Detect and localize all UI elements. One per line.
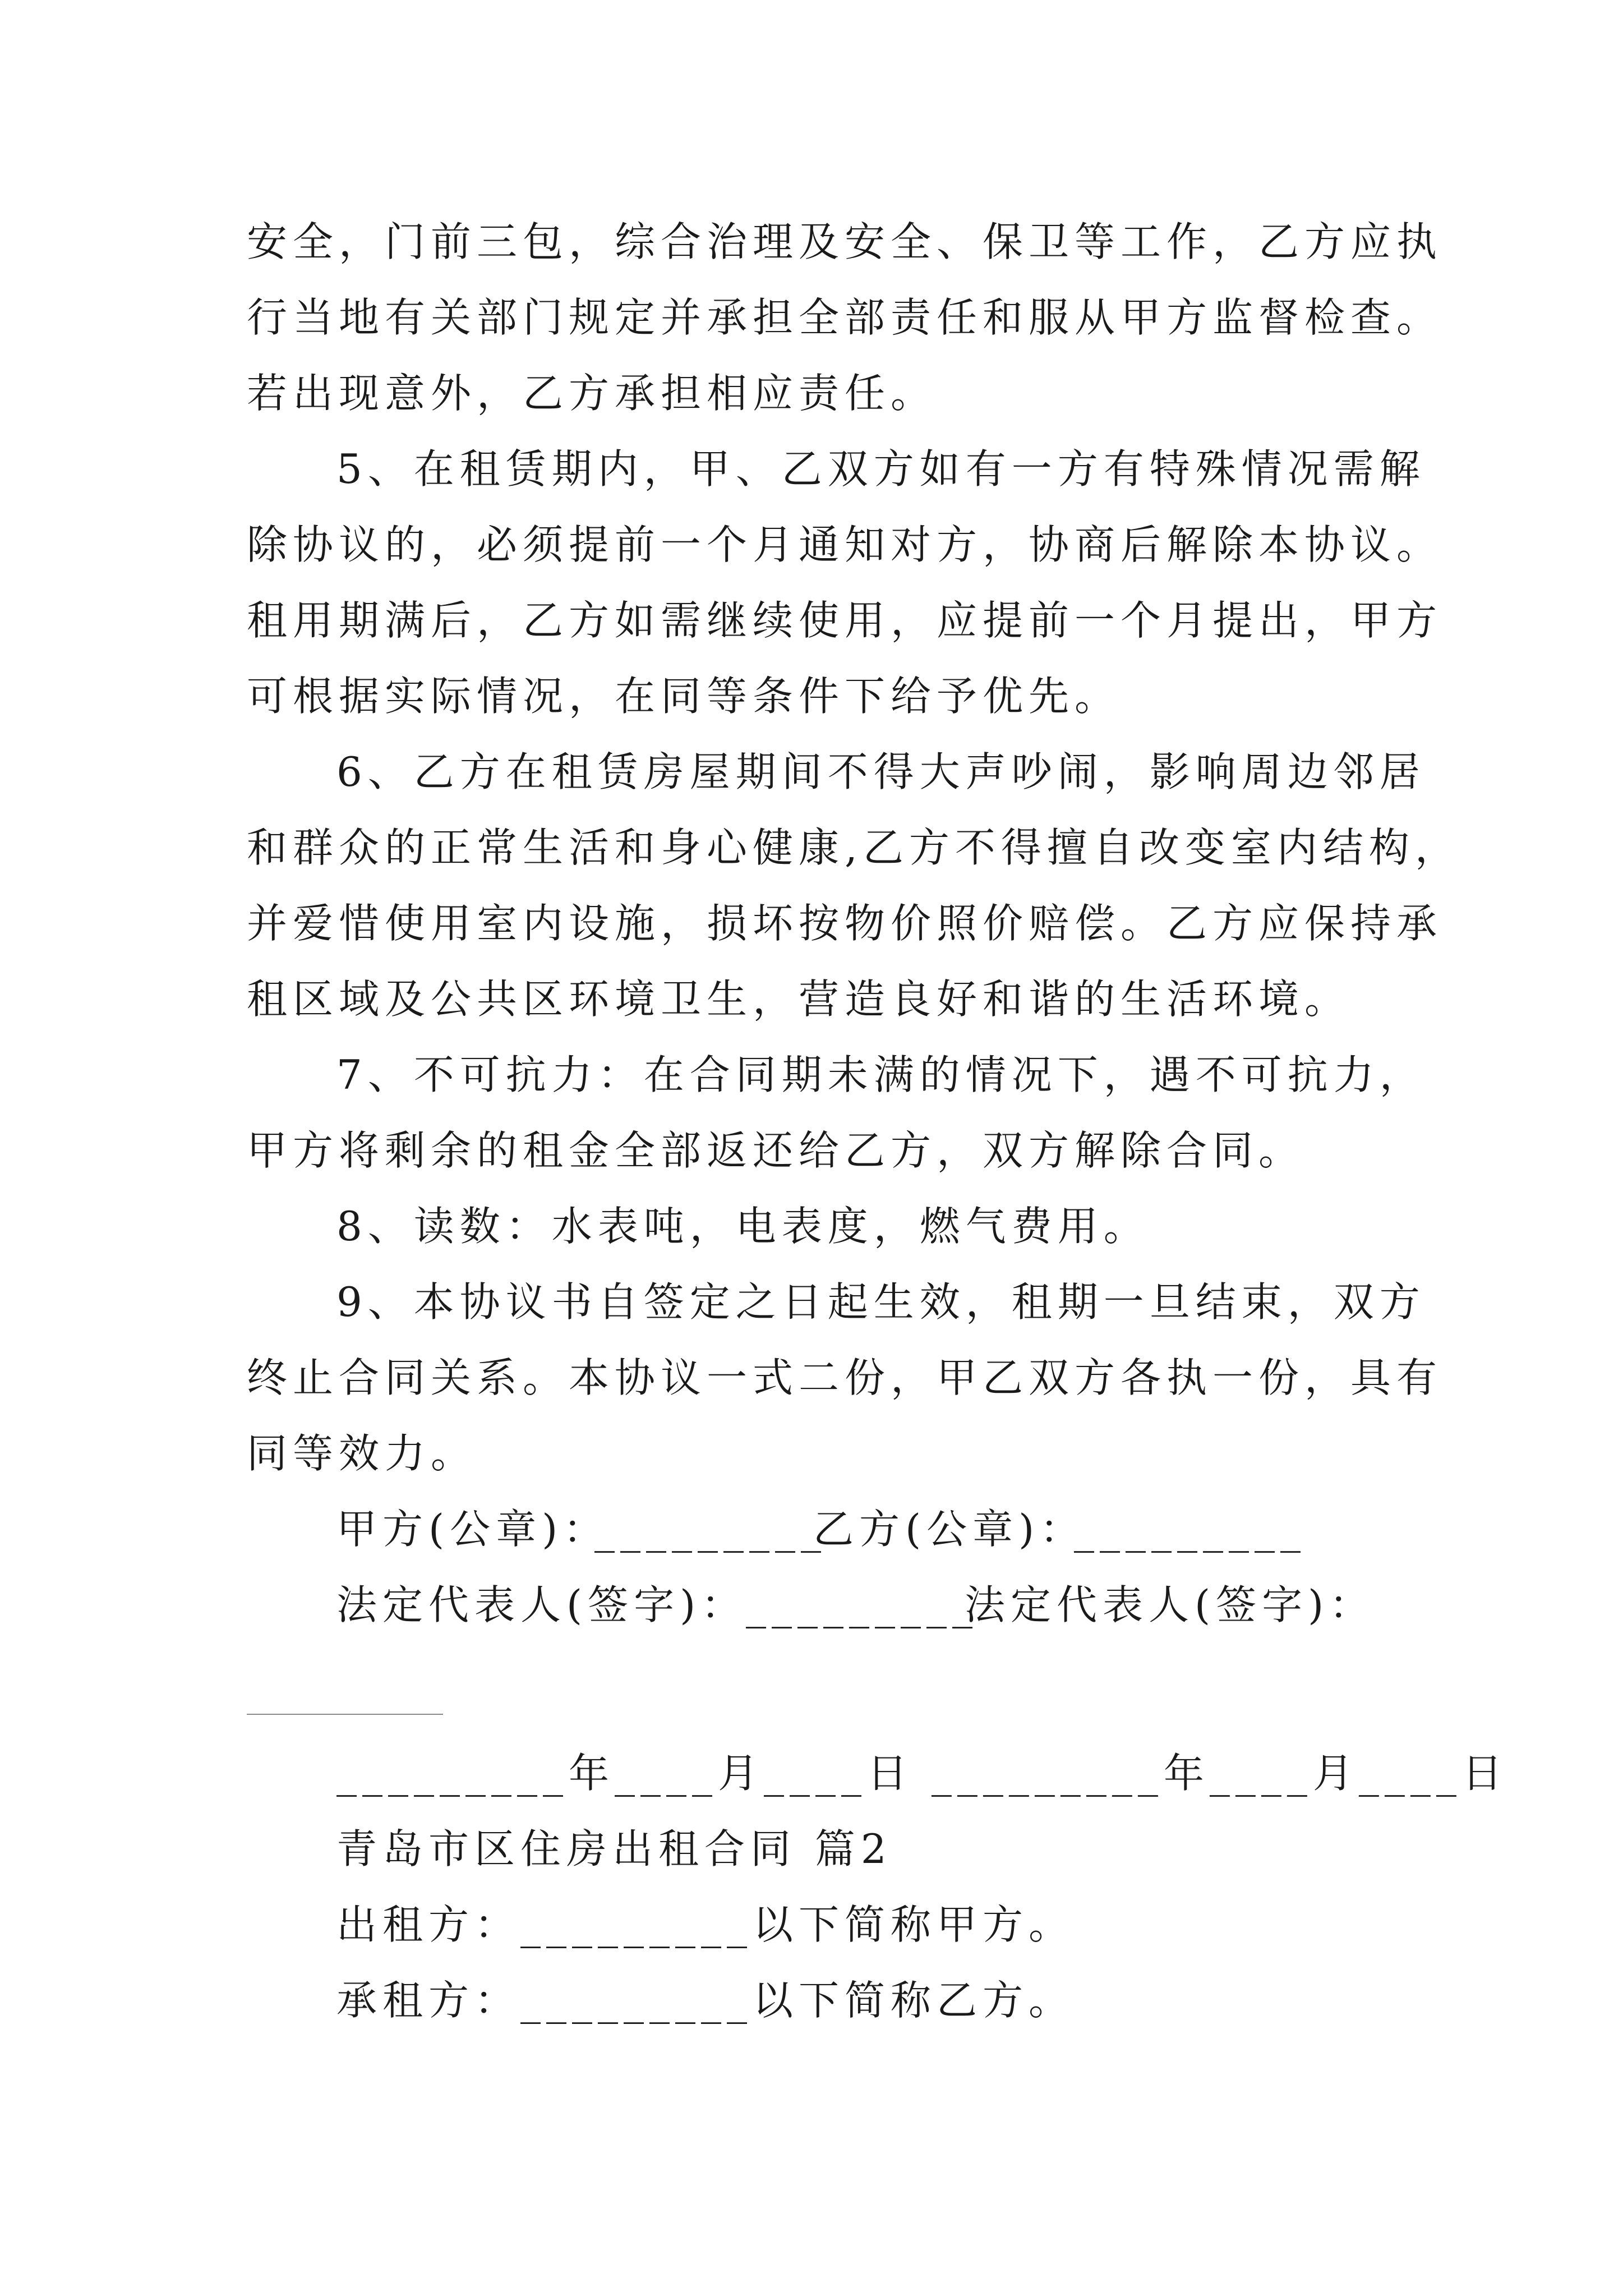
party-b-rep-signature-rule — [247, 1714, 443, 1715]
paragraph-line: 并爱惜使用室内设施，损坏按物价照价赔偿。乙方应保持承 — [247, 900, 1443, 947]
party-a-seal-label: 甲方(公章)： — [336, 1506, 610, 1553]
paragraph-line: 7、不可抗力：在合同期未满的情况下，遇不可抗力， — [336, 1051, 1426, 1098]
paragraph-line: 租区域及公共区环境卫生，营造良好和谐的生活环境。 — [247, 976, 1351, 1023]
party-b-seal-label: 乙方(公章)： — [813, 1506, 1086, 1553]
paragraph-line: 5、在租赁期内，甲、乙双方如有一方有特殊情况需解 — [336, 445, 1426, 493]
lessee-line: 承租方：_________以下简称乙方。 — [336, 1977, 1075, 2024]
paragraph-line: 可根据实际情况，在同等条件下给予优先。 — [247, 673, 1121, 720]
paragraph-line: 甲方将剩余的租金全部返还给乙方，双方解除合同。 — [247, 1127, 1305, 1174]
paragraph-line: 若出现意外，乙方承担相应责任。 — [247, 370, 937, 417]
paragraph-line: 终止合同关系。本协议一式二份，甲乙双方各执一份，具有 — [247, 1354, 1443, 1401]
paragraph-line: 和群众的正常生活和身心健康,乙方不得擅自改变室内结构， — [247, 824, 1461, 871]
party-b-seal-blank: _________ — [1074, 1506, 1306, 1553]
paragraph-line: 安全，门前三包，综合治理及安全、保卫等工作，乙方应执 — [247, 218, 1443, 265]
lessor-line: 出租方：_________以下简称甲方。 — [336, 1901, 1075, 1948]
paragraph-line: 租用期满后，乙方如需继续使用，应提前一个月提出，甲方 — [247, 597, 1443, 644]
party-a-rep-blank: _________ — [746, 1581, 978, 1628]
paragraph-line: 同等效力。 — [247, 1430, 477, 1477]
paragraph-line: 8、读数：水表吨，电表度，燃气费用。 — [336, 1203, 1150, 1250]
paragraph-line: 9、本协议书自签定之日起生效，租期一旦结束，双方 — [336, 1278, 1426, 1326]
paragraph-line: 6、乙方在租赁房屋期间不得大声吵闹，影响周边邻居 — [336, 748, 1426, 795]
signature-date-line: _________年____月____日 _________年____月____日 — [336, 1750, 1508, 1797]
party-a-seal-blank: _________ — [594, 1506, 827, 1553]
paragraph-line: 除协议的，必须提前一个月通知对方，协商后解除本协议。 — [247, 521, 1443, 568]
paragraph-line: 行当地有关部门规定并承担全部责任和服从甲方监督检查。 — [247, 294, 1443, 341]
section-title: 青岛市区住房出租合同 篇2 — [336, 1825, 892, 1872]
party-a-rep-label: 法定代表人(签字)： — [336, 1581, 748, 1628]
party-b-rep-label: 法定代表人(签字)： — [965, 1581, 1376, 1628]
